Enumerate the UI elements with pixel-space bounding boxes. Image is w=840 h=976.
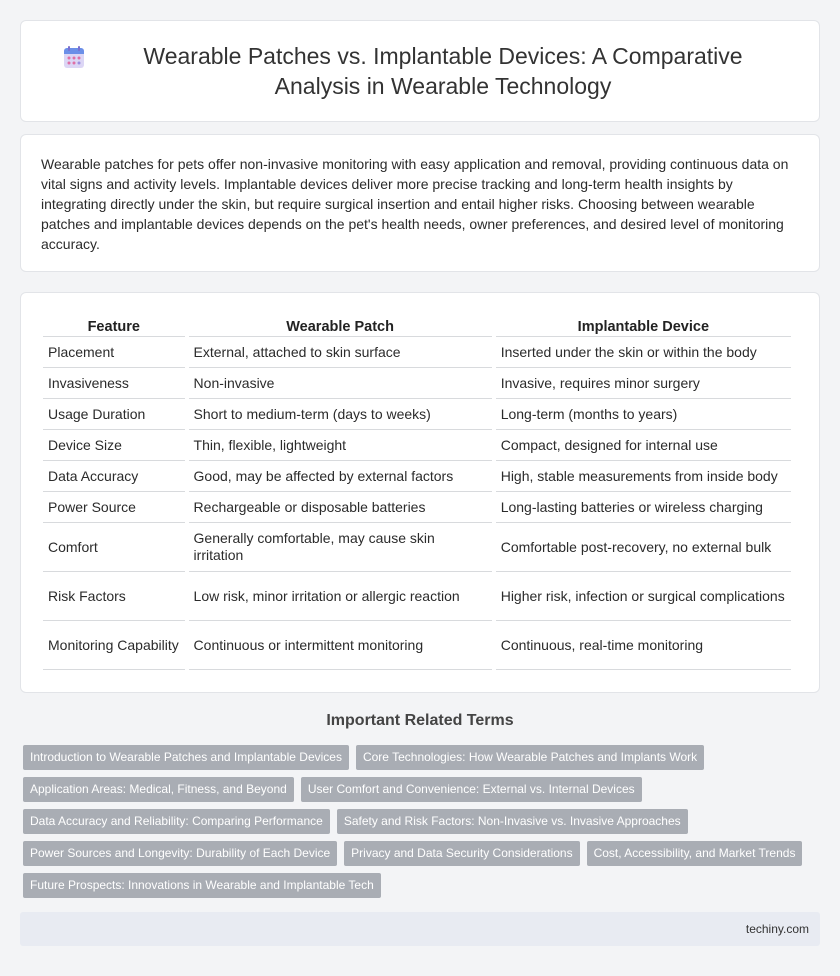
related-term-tag[interactable]: Future Prospects: Innovations in Wearable and Implantable Tech bbox=[23, 873, 381, 898]
tag-row bbox=[23, 841, 813, 873]
table-row bbox=[43, 572, 791, 621]
table-cell: Continuous or intermittent monitoring bbox=[189, 621, 492, 670]
table-row bbox=[43, 337, 791, 368]
related-term-tag[interactable]: Core Technologies: How Wearable Patches and Implants Work bbox=[356, 745, 704, 770]
table-cell: Long-term (months to years) bbox=[496, 399, 791, 430]
title-card bbox=[20, 20, 820, 122]
header-implantable-device: Implantable Device bbox=[496, 315, 791, 337]
related-term-tag[interactable]: Application Areas: Medical, Fitness, and Beyond bbox=[23, 777, 294, 802]
related-term-tag[interactable]: User Comfort and Convenience: External vs. Internal Devices bbox=[301, 777, 642, 802]
tag-row bbox=[23, 745, 813, 777]
related-term-tag[interactable]: Safety and Risk Factors: Non-Invasive vs. Invasive Approaches bbox=[337, 809, 688, 834]
header-feature: Feature bbox=[43, 315, 185, 337]
intro-paragraph: Wearable patches for pets offer non-invasive monitoring with easy application and removal, providing continuous data on vital signs and activity levels. Implantable devices deliver more precise tracking and long-term health insights by integrating directly under the skin, but require surgical insertion and entail higher risks. Choosing between wearable patches and implantable devices depends on the pet's health needs, owner preferences, and desired level of monitoring accuracy. bbox=[41, 156, 789, 252]
table-row bbox=[43, 621, 791, 670]
table-row bbox=[43, 523, 791, 572]
related-term-tag[interactable]: Privacy and Data Security Considerations bbox=[344, 841, 579, 866]
comparison-table-card bbox=[20, 292, 820, 693]
table-cell: Thin, flexible, lightweight bbox=[189, 430, 492, 461]
tag-row bbox=[23, 873, 813, 905]
table-cell: Invasive, requires minor surgery bbox=[496, 368, 791, 399]
comparison-table bbox=[39, 315, 795, 670]
table-cell: Rechargeable or disposable batteries bbox=[189, 492, 492, 523]
table-cell: Low risk, minor irritation or allergic reaction bbox=[189, 572, 492, 621]
table-cell: Good, may be affected by external factors bbox=[189, 461, 492, 492]
table-cell: Placement bbox=[43, 337, 185, 368]
table-header-row bbox=[43, 315, 791, 337]
table-cell: Usage Duration bbox=[43, 399, 185, 430]
table-cell: High, stable measurements from inside body bbox=[496, 461, 791, 492]
related-term-tag[interactable]: Power Sources and Longevity: Durability of Each Device bbox=[23, 841, 337, 866]
tag-row bbox=[23, 809, 813, 841]
header-wearable-patch: Wearable Patch bbox=[189, 315, 492, 337]
calendar-grid-icon bbox=[61, 45, 87, 71]
table-cell: Monitoring Capability bbox=[43, 621, 185, 670]
related-term-tag[interactable]: Cost, Accessibility, and Market Trends bbox=[587, 841, 803, 866]
table-cell: Inserted under the skin or within the body bbox=[496, 337, 791, 368]
footer-site-link[interactable]: techiny.com bbox=[745, 922, 809, 936]
table-row bbox=[43, 461, 791, 492]
tag-row bbox=[23, 777, 813, 809]
table-cell: Power Source bbox=[43, 492, 185, 523]
table-cell: Short to medium-term (days to weeks) bbox=[189, 399, 492, 430]
footer bbox=[20, 912, 820, 946]
related-terms-title: Important Related Terms bbox=[326, 712, 514, 729]
table-cell: Comfortable post-recovery, no external bulk bbox=[496, 523, 791, 572]
table-row bbox=[43, 492, 791, 523]
table-cell: Invasiveness bbox=[43, 368, 185, 399]
table-row bbox=[43, 430, 791, 461]
table-cell: Long-lasting batteries or wireless charging bbox=[496, 492, 791, 523]
table-cell: Compact, designed for internal use bbox=[496, 430, 791, 461]
table-cell: Higher risk, infection or surgical complications bbox=[496, 572, 791, 621]
table-cell: Device Size bbox=[43, 430, 185, 461]
table-cell: Risk Factors bbox=[43, 572, 185, 621]
table-cell: External, attached to skin surface bbox=[189, 337, 492, 368]
table-cell: Comfort bbox=[43, 523, 185, 572]
table-row bbox=[43, 368, 791, 399]
related-term-tag[interactable]: Data Accuracy and Reliability: Comparing Performance bbox=[23, 809, 330, 834]
table-cell: Generally comfortable, may cause skin irritation bbox=[189, 523, 492, 572]
title-wrap bbox=[21, 41, 819, 101]
table-cell: Data Accuracy bbox=[43, 461, 185, 492]
related-terms-list bbox=[23, 745, 813, 905]
table-cell: Non-invasive bbox=[189, 368, 492, 399]
table-cell: Continuous, real-time monitoring bbox=[496, 621, 791, 670]
table-row bbox=[43, 399, 791, 430]
intro-card bbox=[20, 134, 820, 272]
related-term-tag[interactable]: Introduction to Wearable Patches and Implantable Devices bbox=[23, 745, 349, 770]
page-title: Wearable Patches vs. Implantable Devices: A Comparative Analysis in Wearable Technology bbox=[143, 43, 743, 99]
